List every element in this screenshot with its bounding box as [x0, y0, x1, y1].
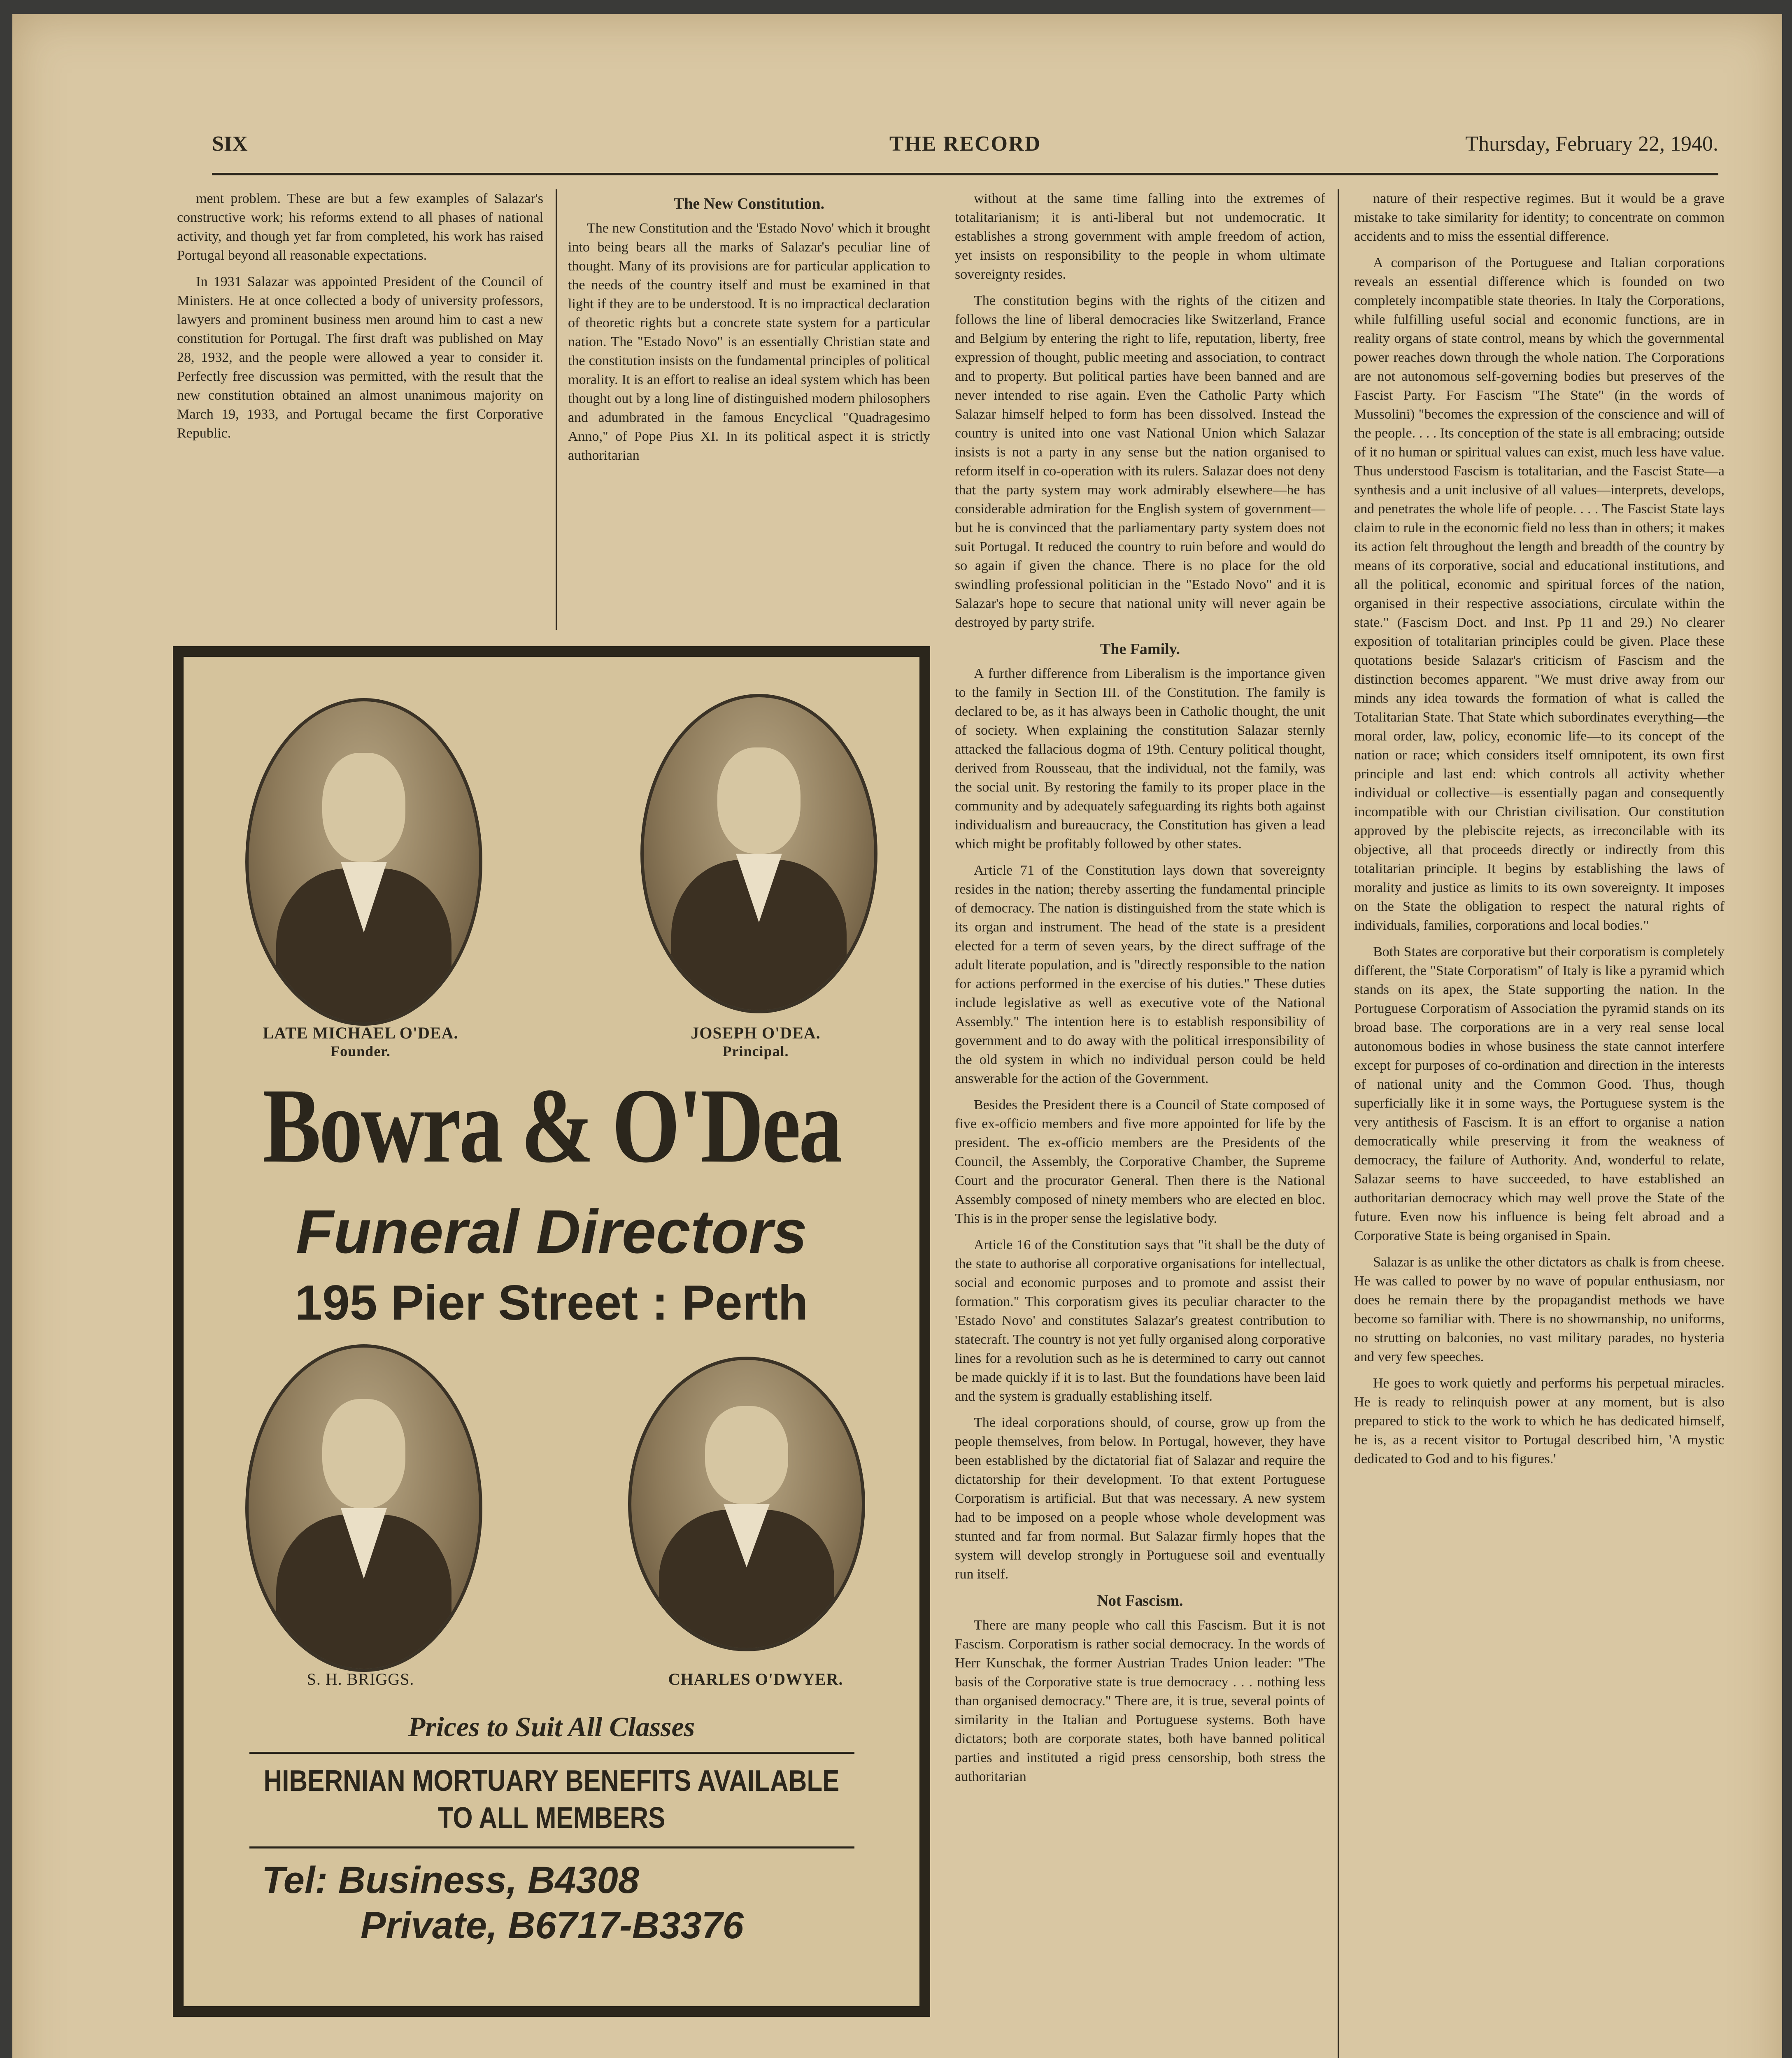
caption-sh-briggs: S. H. BRIGGS. [307, 1670, 414, 1688]
portrait-joseph-odea [640, 694, 877, 1013]
paragraph: Besides the President there is a Council of State composed of five ex-officio members and five more appointed for life by the president. The ex-officio members are the Presidents of the Council, the Assembly, the Corporative Chamber, the Supreme Court and the procurator General. Then there is the National Assembly composed of ninety members who are elected en bloc. This is in the proper sense the legislative body. [955, 1097, 1325, 1226]
paragraph: He goes to work quietly and performs his perpetual miracles. He is ready to relinquish power at any moment, but is also prepared to stick to the work to which he has dedicated himself, he is, as a recent visitor to Portugal described him, 'A mystic dedicated to God and to his figures.' [1354, 1376, 1725, 1467]
page-number: SIX [212, 132, 248, 156]
column-rule [1338, 189, 1339, 2058]
newspaper-title: THE RECORD [889, 132, 1041, 156]
caption-charles-odwyer: CHARLES O'DWYER. [668, 1670, 843, 1688]
section-heading-new-constitution: The New Constitution. [673, 195, 825, 212]
funeral-directors-advertisement [173, 646, 930, 2017]
paragraph: Salazar is as unlike the other dictators as chalk is from cheese. He was called to power by no wave of popular enthusiasm, nor does he remain there by the propagandist methods we have become so familiar with. There is no showmanship, no uniforms, no strutting on balconies, no vast military parades, no hysteria and very few speeches. [1354, 1255, 1725, 1364]
paragraph: The constitution begins with the rights of the citizen and follows the line of liberal democracies like Switzerland, France and Belgium by entering the right to life, reputation, liberty, free expression of thought, public meeting and association, to contract and to property. But political parties have been banned and are never intended to rise again. Even the Catholic Party which Salazar himself helped to form has been dissolved. Instead the country is united into one vast National Union which Salazar insists is not a party in any sense but the nation organised to reform itself in co-operation with its rulers. Salazar does not deny that the party system may work admirably elsewhere—he has considerable admiration for the English system of government—but he is convinced that the parliamentary party system does not suit Portugal. It reduced the country to ruin before and would do so again if given the chance. There is no place for the old swindling professional politician in the "Estado Novo" and it is Salazar's hope to secure that national unity will never again be destroyed by party strife. [955, 293, 1325, 630]
divider [249, 1752, 854, 1754]
article-column-3 [955, 189, 1325, 1794]
section-heading: Not Fascism. [1097, 1592, 1183, 1609]
firm-address: 195 Pier Street : Perth [295, 1275, 808, 1330]
telephone-private: Private, B6717-B3376 [361, 1904, 744, 1946]
paragraph: There are many people who call this Fascism. But it is not Fascism. Corporatism is rather social democracy. In the words of Herr Kunschak, the former Austrian Trades Union leader: "The basis of the Corporative state is true democracy . . . nothing less than organised democracy." There are, it is true, several points of similarity in the Italian and Portuguese systems. Both have dictators; both are corporate states, both have banned political parties and instituted a rigid press censorship, both stress the authoritarian [955, 1618, 1325, 1784]
paragraph: ment problem. These are but a few examples of Salazar's constructive work; his reforms extend to all phases of national activity, and though yet far from completed, his work has raised Portugal beyond all reasonable expectations. [177, 191, 543, 263]
paragraph: The new Constitution and the 'Estado Novo' which it brought into being bears all the marks of Salazar's peculiar line of thought. Many of its provisions are for particular application to the needs of the country itself and must be examined in that light if they are to be understood. It is no impractical declaration of theoretic rights but a concrete state system for a particular nation. The "Estado Novo" is an essentially Christian state and the constitution insists on the fundamental principles of political morality. It is an effort to realise an ideal system which has been thought out by a long line of distinguished modern philosophers and adumbrated in the famous Encyclical "Quadragesimo Anno," of Pope Pius XI. In its political aspect it is strictly authoritarian [568, 221, 930, 463]
prices-slogan: Prices to Suit All Classes [408, 1711, 695, 1742]
portrait-michael-odea [245, 698, 482, 1026]
caption-joseph-odea: JOSEPH O'DEA. Principal. [691, 1024, 821, 1059]
portrait-charles-odwyer [628, 1357, 865, 1651]
issue-date: Thursday, February 22, 1940. [1465, 132, 1718, 156]
firm-name: Bowra & O'Dea [262, 1066, 841, 1185]
page-header [212, 123, 1718, 175]
article-column-2 [568, 189, 930, 473]
business-type: Funeral Directors [296, 1197, 808, 1266]
paragraph: Both States are corporative but their corporatism is completely different, the "State Corporatism" of Italy is like a pyramid which stands on its apex, the State supporting the nation. In the Portuguese Corporatism of Association the pyramid stands on its broad base. The corporations are in a very real sense local autonomous bodies in whose business the state cannot interfere except for purposes of co-ordination and direction in the interests of national unity and the Common Good. Thus, though superficially like it in some ways, the Portuguese system is the very antithesis of Fascism. It is an effort to organise a nation democratically while preserving it from the weakness of democracy, the failure of Authority. And, wonderful to relate, Salazar seems to have succeeded, to have established an authoritarian democracy which may well prove the State of the future. Even now his influence is being felt abroad and a Corporative State is being organised in Spain. [1354, 944, 1725, 1243]
column-rule [556, 189, 557, 630]
paragraph: Article 71 of the Constitution lays down that sovereignty resides in the nation; thereby asserting the fundamental principle of democracy. The nation is distinguished from the state which is its organ and instrument. The head of the state is a president elected for a term of seven years, by the direct suffrage of the adult literate population, and is "directly responsible to the nation for actions performed in the exercise of his duties." These duties include legislative as well as executive vote of the National Assembly." The intention here is to establish responsibility of government and to do away with the political irresponsibility of the old system in which no individual person could be held answerable for the action of the Government. [955, 863, 1325, 1086]
paragraph: The ideal corporations should, of course, grow up from the people themselves, from below. In Portugal, however, they have been established by the dictatorial fiat of Salazar and require the dictatorship for their development. To that extent Portuguese Corporatism is artificial. But that was necessary. A new system had to be imposed on a people whose whole development was stunted and far from normal. But Salazar firmly hopes that the system will develop strongly in Portuguese soil and eventually run itself. [955, 1415, 1325, 1582]
divider [249, 1846, 854, 1848]
paragraph: In 1931 Salazar was appointed President of the Council of Ministers. He at once collected a body of university professors, lawyers and prominent business men around him to cast a new constitution for Portugal. The first draft was published on May 28, 1932, and the people were allowed a year to consider it. Perfectly free discussion was permitted, with the result that the new constitution obtained an almost unanimous majority on March 19, 1933, and Portugal became the first Corporative Republic. [177, 274, 543, 441]
caption-michael-odea: LATE MICHAEL O'DEA. Founder. [263, 1024, 458, 1059]
article-column-4 [1354, 189, 1725, 1476]
paragraph: nature of their respective regimes. But it would be a grave mistake to take similarity for identity; to concentrate on common accidents and to miss the essential difference. [1354, 191, 1725, 244]
benefits-line-2: TO ALL MEMBERS [438, 1802, 666, 1835]
section-heading: The Family. [1100, 640, 1180, 658]
benefits-line-1: HIBERNIAN MORTUARY BENEFITS AVAILABLE [263, 1765, 840, 1797]
paragraph: A further difference from Liberalism is the importance given to the family in Section III. of the Constitution. The family is declared to be, as it has always been in Catholic thought, the unit of society. When explaining the constitution Salazar sternly attacked the fallacious dogma of 19th. Century political thought, derived from Rousseau, that the individual, not the family, was the social unit. By restoring the family to its proper place in the community and by adequately safeguarding its rights both against individualism and bureaucracy, the Constitution has given a lead which might be profitably followed by other states. [955, 666, 1325, 852]
paragraph: without at the same time falling into the extremes of totalitarianism; it is anti-liberal but not undemocratic. It establishes a strong government with ample freedom of action, yet insists on responsibility to the people in whom ultimate sovereignty resides. [955, 191, 1325, 282]
telephone-business: Tel: Business, B4308 [262, 1859, 639, 1901]
article-column-1 [177, 189, 543, 450]
paragraph: Article 16 of the Constitution says that "it shall be the duty of the state to authorise all corporative organisations for intellectual, social and economic purposes and to promote and assist their formation." This corporatism gives its peculiar character to the 'Estado Novo' and constitutes Salazar's greatest contribution to statecraft. The country is not yet fully organised along corporative lines for a revolution such as he is determined to carry out cannot be made quickly if it is to last. But the foundations have been laid and the system is gradually establishing itself. [955, 1237, 1325, 1404]
portrait-sh-briggs [245, 1344, 482, 1672]
paragraph: A comparison of the Portuguese and Italian corporations reveals an essential difference which is founded on two completely incompatible state theories. In Italy the Corporations, while fulfilling useful social and economic functions, are in reality organs of state control, means by which the governmental power reaches down through the whole nation. The Corporations are not autonomous self-governing bodies but preserves of the Fascist Party. For Fascism "The State" (in the words of Mussolini) "becomes the expression of the conscience and will of the people. . . . Its conception of the state is all embracing; outside of it no human or spiritual values can exist, much less have value. Thus understood Fascism is totalitarian, and the Fascist State—a synthesis and a unit inclusive of all values—interprets, develops, and penetrates the whole life of people. . . . The Fascist State lays claim to rule in the economic field no less than in others; it makes its action felt throughout the length and breadth of the country by means of its corporative, social and educational institutions, and all the political, economic and spiritual forces of the nation, organised in their respective associations, circulate within the state." (Fascism Doct. and Inst. Pp 11 and 29.) No clearer exposition of totalitarian principles could be given. Place these quotations beside Salazar's criticism of Fascism and the distinction becomes apparent. "We must drive away from our minds any idea towards the formation of what is called the Totalitarian State. That State which subordinates everything—the moral order, law, policy, economic life—to its concept of the nation or race; which considers itself omnipotent, its own first principle and last end: which controls all activity whether individual or collective—is essentially pagan and consequently incompatible with our Christian civilisation. Our constitution approved by the plebiscite rejects, as irreconcilable with its objective, all that proceeds directly or indirectly from this totalitarian principle. It begins by establishing the laws of morality and justice as limits to its own sovereignty. It imposes on the State the obligation to respect the natural rights of individuals, families, corporations and local bodies." [1354, 255, 1725, 933]
